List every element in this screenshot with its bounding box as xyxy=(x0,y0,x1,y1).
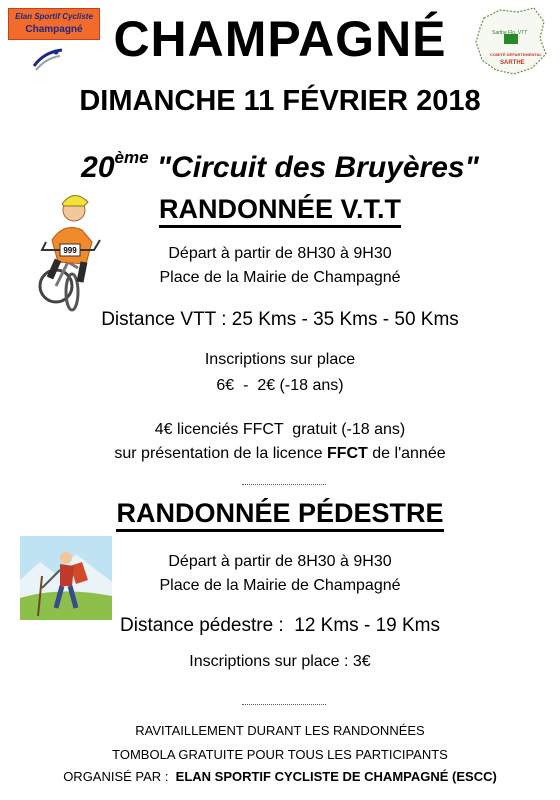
vtt-location: Place de la Mairie de Champagné xyxy=(159,269,401,286)
footer-organizer-name: ELAN SPORTIF CYCLISTE DE CHAMPAGNÉ (ESCC) xyxy=(172,769,497,784)
dept-logo-line2: COMITÉ DÉPARTEMENTAL xyxy=(490,52,542,57)
edition-number: 20 xyxy=(81,151,115,184)
dept-logo-line1: Sarthe Flo. VTT xyxy=(492,30,528,36)
footer-supply: RAVITAILLEMENT DURANT LES RANDONNÉES xyxy=(135,723,425,738)
vtt-presentation xyxy=(0,444,560,464)
dept-logo-line3: SARTHE xyxy=(500,60,525,66)
vtt-presentation-suffix: de l'année xyxy=(367,445,446,462)
section-divider xyxy=(242,704,326,705)
section-divider xyxy=(242,484,326,485)
vtt-presentation-bold: FFCT xyxy=(326,445,368,462)
edition-suffix: ème xyxy=(114,148,149,167)
pedestre-location: Place de la Mairie de Champagné xyxy=(159,577,401,594)
vtt-licensed: 4€ licenciés FFCT gratuit (-18 ans) xyxy=(154,421,406,438)
pedestre-heading xyxy=(0,496,560,530)
pedestre-distance: Distance pédestre : 12 Kms - 19 Kms xyxy=(120,615,440,636)
page-title: CHAMPAGNÉ xyxy=(113,11,447,67)
circuit-title xyxy=(0,136,560,184)
cyclist-bib: 999 xyxy=(63,246,77,255)
footer-tombola: TOMBOLA GRATUITE POUR TOUS LES PARTICIPANTS xyxy=(112,747,448,762)
footer-organizer-label: ORGANISÉ PAR : xyxy=(63,769,173,784)
circuit-name: "Circuit des Bruyères" xyxy=(156,151,479,184)
pedestre-departure: Départ à partir de 8H30 à 9H30 xyxy=(168,553,392,570)
pedestre-registration: Inscriptions sur place : 3€ xyxy=(189,653,371,670)
vtt-departure: Départ à partir de 8H30 à 9H30 xyxy=(168,245,392,262)
event-date: DIMANCHE 11 FÉVRIER 2018 xyxy=(79,85,481,117)
vtt-registration: Inscriptions sur place xyxy=(204,351,356,368)
vtt-presentation-prefix: sur présentation de la licence xyxy=(114,445,327,462)
club-badge-line1: Elan Sportif Cycliste xyxy=(15,12,93,21)
footer-organizer xyxy=(0,768,560,786)
vtt-prices: 6€ - 2€ (-18 ans) xyxy=(216,377,344,394)
club-badge-line2: Champagné xyxy=(25,24,83,35)
vtt-distance: Distance VTT : 25 Kms - 35 Kms - 50 Kms xyxy=(101,309,459,330)
vtt-heading xyxy=(0,192,560,226)
pedestre-heading-text: RANDONNÉE PÉDESTRE xyxy=(116,498,443,532)
vtt-heading-text: RANDONNÉE V.T.T xyxy=(159,194,401,228)
